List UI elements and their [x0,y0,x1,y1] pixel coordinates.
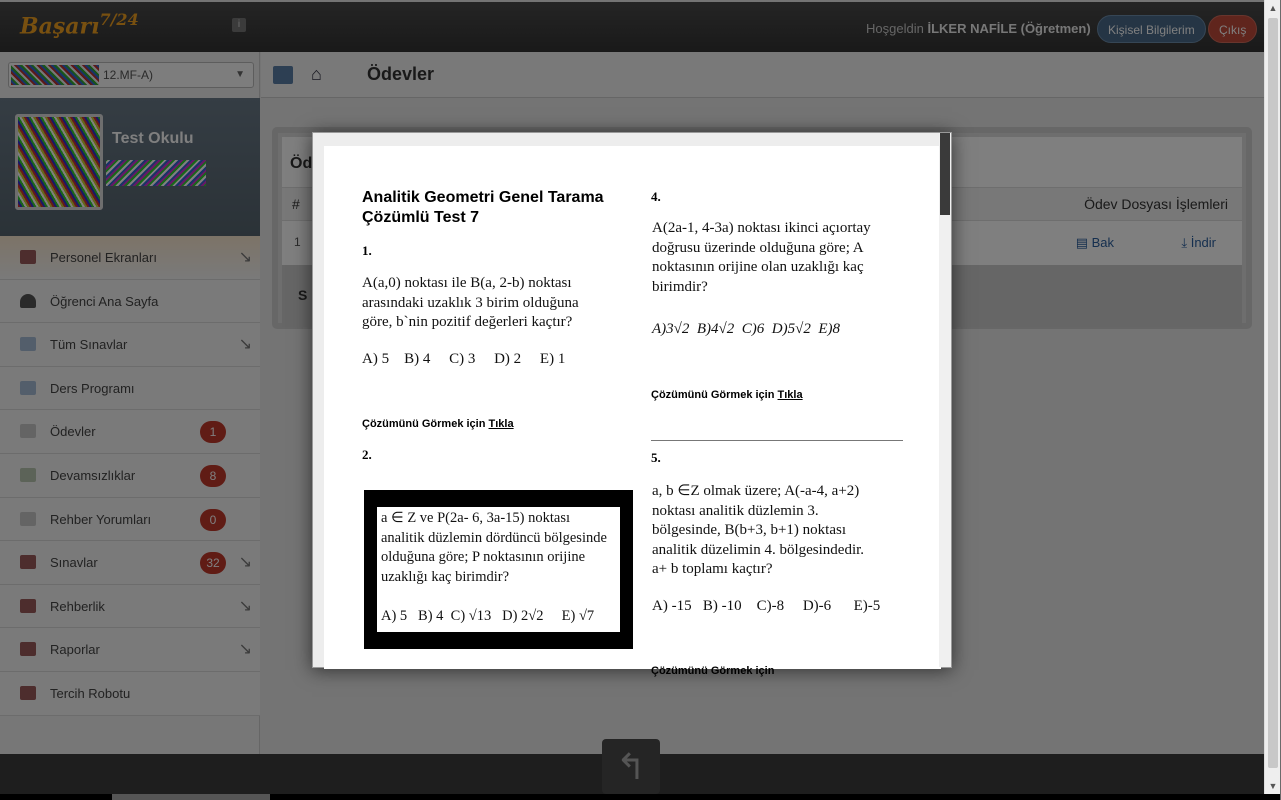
solution-link-row [651,389,803,401]
question-options: A) -15 B) -10 C)-8 D)-6 E)-5 [652,598,881,614]
taskbar-strip [0,794,1280,800]
solution-link-row-partial [651,665,774,677]
question-number: 1. [362,243,372,258]
taskbar-segment [112,794,270,800]
document-page [324,146,941,677]
question-number: 2. [362,447,372,462]
solution-prefix: Çözümünü Görmek için [651,665,775,677]
page-scrollbar[interactable] [1264,0,1280,794]
solution-link[interactable]: Tıkla [777,389,803,401]
document-viewer-modal [312,132,952,677]
question-text: a ∈ Z ve P(2a- 6, 3a-15) noktası analitik düzlemin dördüncü bölgesinde olduğuna göre; P noktasının orijine uzaklığı kaç birimdir? [381,510,607,585]
modal-scrollbar-thumb[interactable] [940,133,950,215]
question-image-box [364,490,633,649]
document-title: Analitik Geometri Genel Tarama Çözümlü Test 7 [362,189,604,226]
question-options: A) 5 B) 4 C) √13 D) 2√2 E) √7 [381,608,595,624]
solution-link-row [362,418,514,430]
question-options: A) 5 B) 4 C) 3 D) 2 E) 1 [362,351,566,367]
question-text: A(2a-1, 4-3a) noktası ikinci açıortay doğrusu üzerinde olduğuna göre; A noktasının orijine olan uzaklığı kaç birimdir? [652,220,871,295]
question-number: 5. [651,450,661,465]
question-text: A(a,0) noktası ile B(a, 2-b) noktası arasındaki uzaklık 3 birim olduğuna göre, b`nin pozitif değerleri kaçtır? [362,275,579,330]
question-text: a, b ∈Z olmak üzere; A(-a-4, a+2) noktası analitik düzlemin 3. bölgesinde, B(b+3, b+1) noktası analitik düzelimin 4. bölgesindedir. a+ b toplamı kaçtır? [652,483,865,577]
scroll-up-arrow-icon[interactable]: ▲ [1268,3,1278,13]
divider [651,440,903,441]
question-number: 4. [651,189,661,204]
solution-link[interactable]: Tıkla [488,418,514,430]
scrollbar-thumb[interactable] [1268,18,1278,768]
solution-prefix: Çözümünü Görmek için [651,389,775,401]
solution-prefix: Çözümünü Görmek için [362,418,486,430]
modal-scrollbar[interactable] [939,133,951,667]
scroll-down-arrow-icon[interactable]: ▼ [1268,781,1278,791]
question-options: A)3√2 B)4√2 C)6 D)5√2 E)8 [652,321,840,337]
